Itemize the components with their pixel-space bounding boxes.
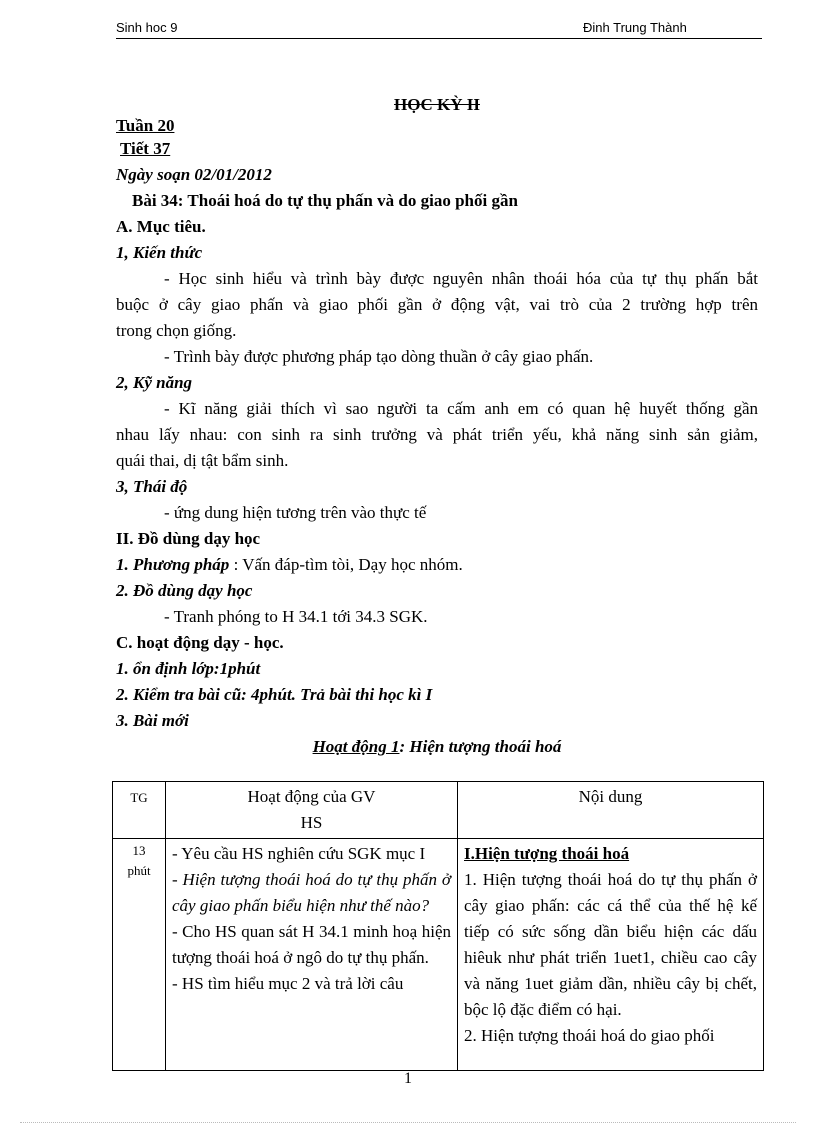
time-unit: phút [127,863,151,878]
section-b-heading: II. Đồ dùng dạy học [116,529,261,548]
time-value: 13 [132,843,146,858]
page-number: 1 [404,1070,412,1087]
knowledge-item-1-line-2: buộc ở cây giao phấn và giao phối gần ở động vật, vai trò của 2 trường hợp trên [116,295,758,314]
header-subject: Sinh hoc 9 [116,20,178,35]
skill-item-line-3: quái thai, dị tật bẩm sinh. [116,451,289,470]
step-1: 1. ổn định lớp:1phút [116,659,261,678]
content-item-1: 1. Hiện tượng thoái hoá do tự thụ phấn ở cây giao phấn: các cá thể của thế hệ kế tiếp có sức sống dần biểu hiện các dấu hiêuk như phát triển 1uet1, chiều cao cây và năng 1uet giảm dần, nhiều cây bị chết, bộc lộ đặc điểm có hại. [464,870,757,1019]
step-3: 3. Bài mới [116,711,189,730]
table-header-row [113,782,764,839]
header-content: Nội dung [458,782,764,839]
knowledge-heading: 1, Kiến thức [116,243,203,262]
week-label: Tuần 20 [116,116,175,135]
method-line [116,552,463,578]
page-header [116,20,762,39]
attitude-heading: 3, Thái độ [116,477,188,496]
section-a-heading: A. Mục tiêu. [116,217,206,236]
header-tg: TG [113,782,166,839]
gv-item-4: - HS tìm hiểu mục 2 và trả lời câu [172,974,404,993]
attitude-item: - ứng dung hiện tương trên vào thực tế [164,503,427,522]
content-cell [458,839,764,1071]
step-2: 2. Kiểm tra bài cũ: 4phút. Trả bài thi học kì I [116,685,433,704]
section-c-heading: C. hoạt động dạy - học. [116,633,284,652]
activity-label: Hoạt động 1 [312,737,400,756]
header-activity-gv: Hoạt động của GV [247,787,376,806]
header-activity-hs: HS [300,813,323,832]
activity-title: : Hiện tượng thoái hoá [399,737,562,756]
activity-table [112,781,764,1071]
method-text: : Vấn đáp-tìm tòi, Dạy học nhóm. [229,555,463,574]
period-label: Tiết 37 [120,139,171,158]
method-label: 1. Phương pháp [116,555,230,574]
knowledge-item-2: - Trình bày được phương pháp tạo dòng thuần ở cây giao phấn. [164,347,594,366]
knowledge-item-1-line-1: - Học sinh hiểu và trình bày được nguyên nhân thoái hóa của tự thụ phấn bắt [164,269,758,288]
gv-item-2: - Hiện tượng thoái hoá do tự thụ phấn ở cây giao phấn biểu hiện như thế nào? [172,870,451,915]
header-activity [166,782,458,839]
activity-heading [116,734,758,760]
prep-date: Ngày soạn 02/01/2012 [116,165,272,184]
lesson-title: Bài 34: Thoái hoá do tự thụ phấn và do giao phối gần [132,191,518,210]
skill-heading: 2, Kỹ năng [116,373,193,392]
time-cell [113,839,166,1071]
teacher-activity-cell [166,839,458,1071]
equipment-heading: 2. Đồ dùng dạy học [116,581,253,600]
header-author: Đinh Trung Thành [583,20,687,35]
skill-item-line-2: nhau lấy nhau: con sinh ra sinh trưởng và phát triển yếu, khả năng sinh sản giảm, [116,425,758,444]
table-row [113,839,764,1071]
knowledge-item-1-line-3: trong chọn giống. [116,321,237,340]
gv-item-3: - Cho HS quan sát H 34.1 minh hoạ hiện tượng thoái hoá ở ngô do tự thụ phấn. [172,922,451,967]
content-heading: I.Hiện tượng thoái hoá [464,844,630,863]
gv-item-1: - Yêu cầu HS nghiên cứu SGK mục I [172,844,426,863]
content-item-2: 2. Hiện tượng thoái hoá do giao phối [464,1026,715,1045]
term-title: HỌC KỲ II [394,95,480,114]
skill-item-line-1: - Kĩ năng giải thích vì sao người ta cấm anh em có quan hệ huyết thống gần [164,399,758,418]
equipment-item: - Tranh phóng to H 34.1 tới 34.3 SGK. [164,607,428,626]
